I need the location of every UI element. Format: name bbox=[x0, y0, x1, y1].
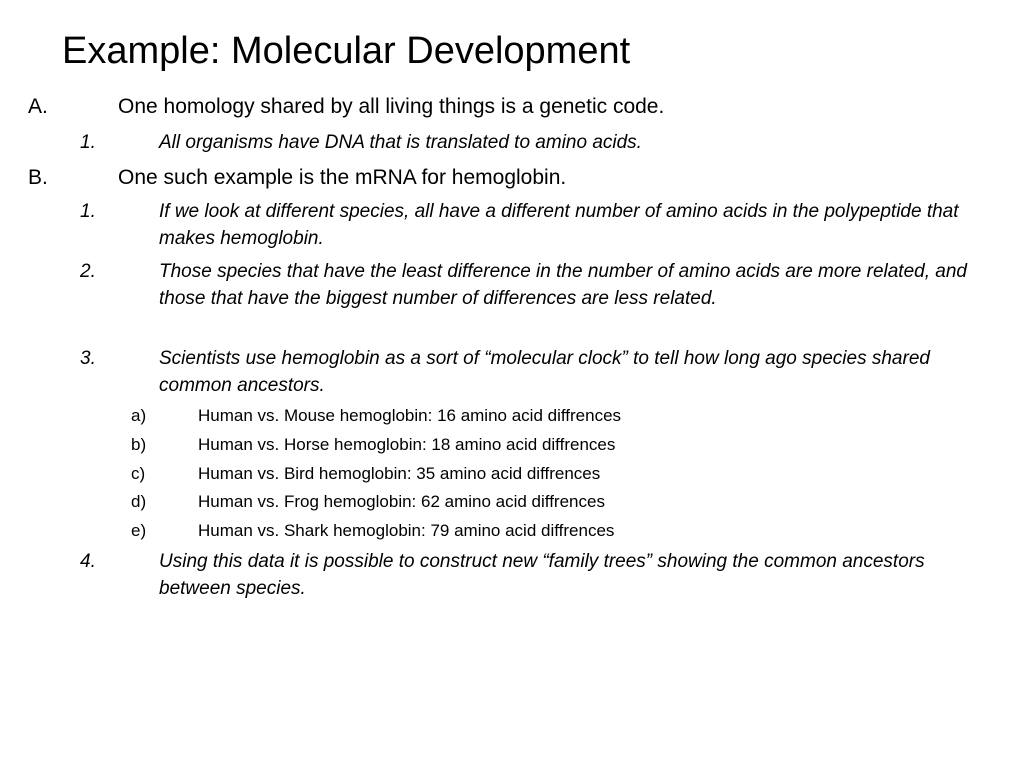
outline-text: One such example is the mRNA for hemoglobin. bbox=[118, 166, 567, 189]
outline-text: If we look at different species, all have a different number of amino acids in the polypeptide that makes hemoglobin. bbox=[159, 201, 959, 249]
outline-marker: d) bbox=[131, 492, 147, 511]
slide-title: Example: Molecular Development bbox=[62, 30, 631, 72]
outline-text: Human vs. Mouse hemoglobin: 16 amino acid diffrences bbox=[198, 406, 622, 425]
outline-text: Human vs. Frog hemoglobin: 62 amino acid diffrences bbox=[198, 492, 605, 511]
outline-marker: 4. bbox=[80, 551, 96, 572]
outline-text: Using this data it is possible to construct new “family trees” showing the common ancestors between species. bbox=[159, 551, 925, 599]
outline-text: Those species that have the least difference in the number of amino acids are more related, and those that have the biggest number of differences are less related. bbox=[159, 261, 967, 309]
outline-text: All organisms have DNA that is translated to amino acids. bbox=[159, 132, 642, 153]
outline-marker: 1. bbox=[80, 201, 96, 222]
outline-marker: 1. bbox=[80, 132, 96, 153]
outline-marker: 2. bbox=[80, 261, 96, 282]
outline-text: One homology shared by all living things is a genetic code. bbox=[118, 95, 665, 118]
outline-marker: c) bbox=[131, 464, 146, 483]
outline-marker: 3. bbox=[80, 348, 96, 369]
outline-marker: a) bbox=[131, 406, 147, 425]
outline-marker: b) bbox=[131, 435, 147, 454]
outline-marker: e) bbox=[131, 521, 147, 540]
outline-text: Human vs. Shark hemoglobin: 79 amino acid diffrences bbox=[198, 521, 615, 540]
outline-text: Human vs. Bird hemoglobin: 35 amino acid diffrences bbox=[198, 464, 601, 483]
outline-marker: A. bbox=[28, 95, 48, 118]
outline-text: Scientists use hemoglobin as a sort of “molecular clock” to tell how long ago species shared common ancestors. bbox=[159, 348, 930, 396]
outline-text: Human vs. Horse hemoglobin: 18 amino acid diffrences bbox=[198, 435, 616, 454]
outline-marker: B. bbox=[28, 166, 48, 189]
